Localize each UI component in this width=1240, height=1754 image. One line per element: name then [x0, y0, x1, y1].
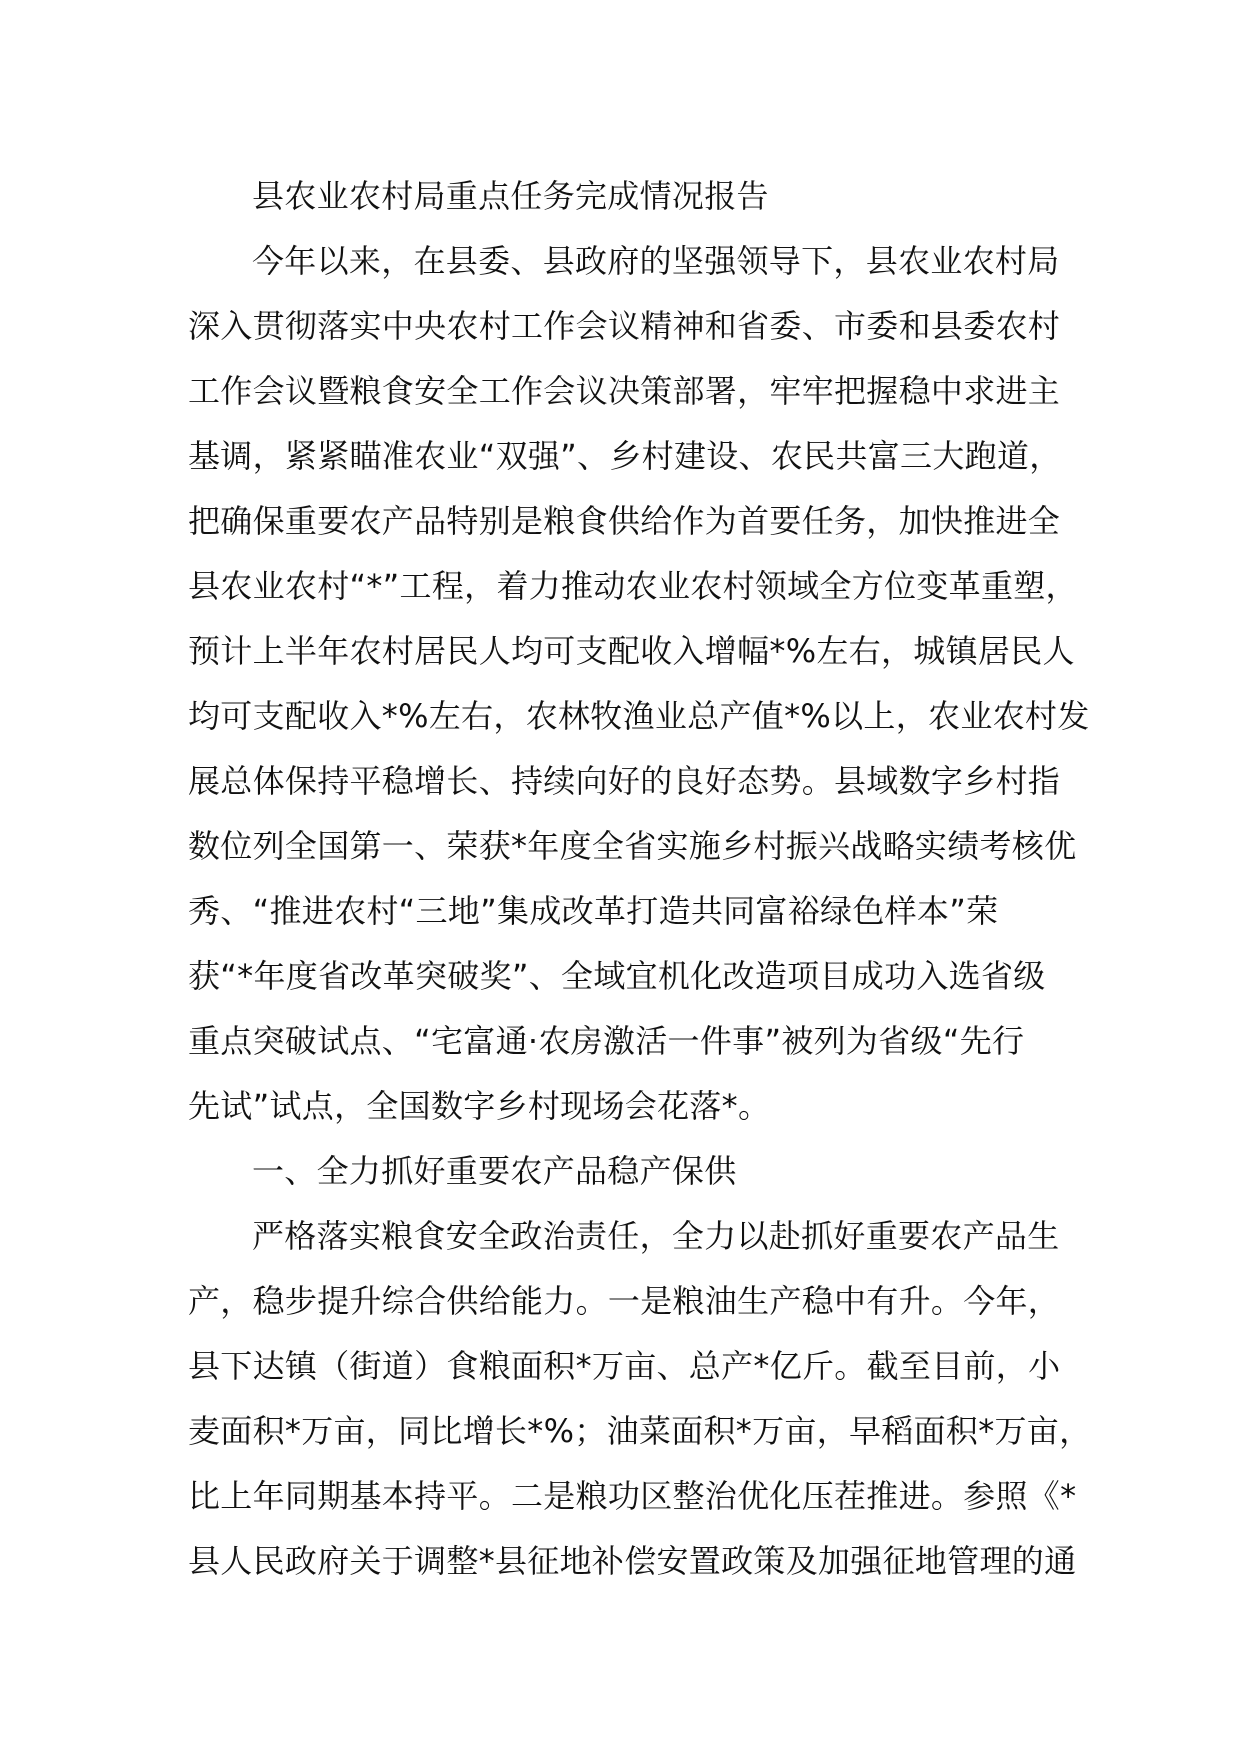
paragraph-line: 今年以来，在县委、县政府的坚强领导下，县农业农村局 — [252, 242, 1060, 280]
paragraph-line: 工作会议暨粮食安全工作会议决策部署，牢牢把握稳中求进主 — [188, 372, 1061, 410]
paragraph-line: 产，稳步提升综合供给能力。一是粮油生产稳中有升。今年， — [188, 1282, 1061, 1320]
paragraph-line: 县人民政府关于调整*县征地补偿安置政策及加强征地管理的通 — [188, 1542, 1077, 1580]
document-title: 县农业农村局重点任务完成情况报告 — [252, 177, 769, 215]
section-1-paragraph — [188, 1204, 1092, 1594]
paragraph-line: 深入贯彻落实中央农村工作会议精神和省委、市委和县委农村 — [188, 307, 1061, 345]
document-body — [188, 164, 1092, 1594]
paragraph-line: 展总体保持平稳增长、持续向好的良好态势。县域数字乡村指 — [188, 762, 1061, 800]
paragraph-line: 把确保重要农产品特别是粮食供给作为首要任务，加快推进全 — [188, 502, 1061, 540]
paragraph-line: 获“*年度省改革突破奖”、全域宜机化改造项目成功入选省级 — [188, 957, 1046, 995]
paragraph-line: 重点突破试点、“宅富通·农房激活一件事”被列为省级“先行 — [188, 1022, 1025, 1060]
paragraph-line: 秀、“推进农村“三地”集成改革打造共同富裕绿色样本”荣 — [188, 892, 999, 930]
paragraph-line: 预计上半年农村居民人均可支配收入增幅*%左右，城镇居民人 — [188, 632, 1075, 670]
paragraph-line: 基调，紧紧瞄准农业“双强”、乡村建设、农民共富三大跑道， — [188, 437, 1062, 475]
section-heading: 一、全力抓好重要农产品稳产保供 — [252, 1152, 737, 1190]
paragraph-line: 先试”试点，全国数字乡村现场会花落*。 — [188, 1087, 771, 1125]
paragraph-line: 比上年同期基本持平。二是粮功区整治优化压茬推进。参照《* — [188, 1477, 1077, 1515]
paragraph-line: 麦面积*万亩，同比增长*%；油菜面积*万亩，早稻面积*万亩， — [188, 1412, 1092, 1450]
paragraph-line: 县下达镇（街道）食粮面积*万亩、总产*亿斤。截至目前，小 — [188, 1347, 1061, 1385]
paragraph-line: 县农业农村“*”工程，着力推动农业农村领域全方位变革重塑， — [188, 567, 1078, 605]
paragraph-line: 数位列全国第一、荣获*年度全省实施乡村振兴战略实绩考核优 — [188, 827, 1077, 865]
intro-paragraph — [188, 229, 1088, 1139]
paragraph-line: 均可支配收入*%左右，农林牧渔业总产值*%以上，农业农村发 — [188, 697, 1090, 735]
paragraph-line: 严格落实粮食安全政治责任，全力以赴抓好重要农产品生 — [252, 1217, 1060, 1255]
